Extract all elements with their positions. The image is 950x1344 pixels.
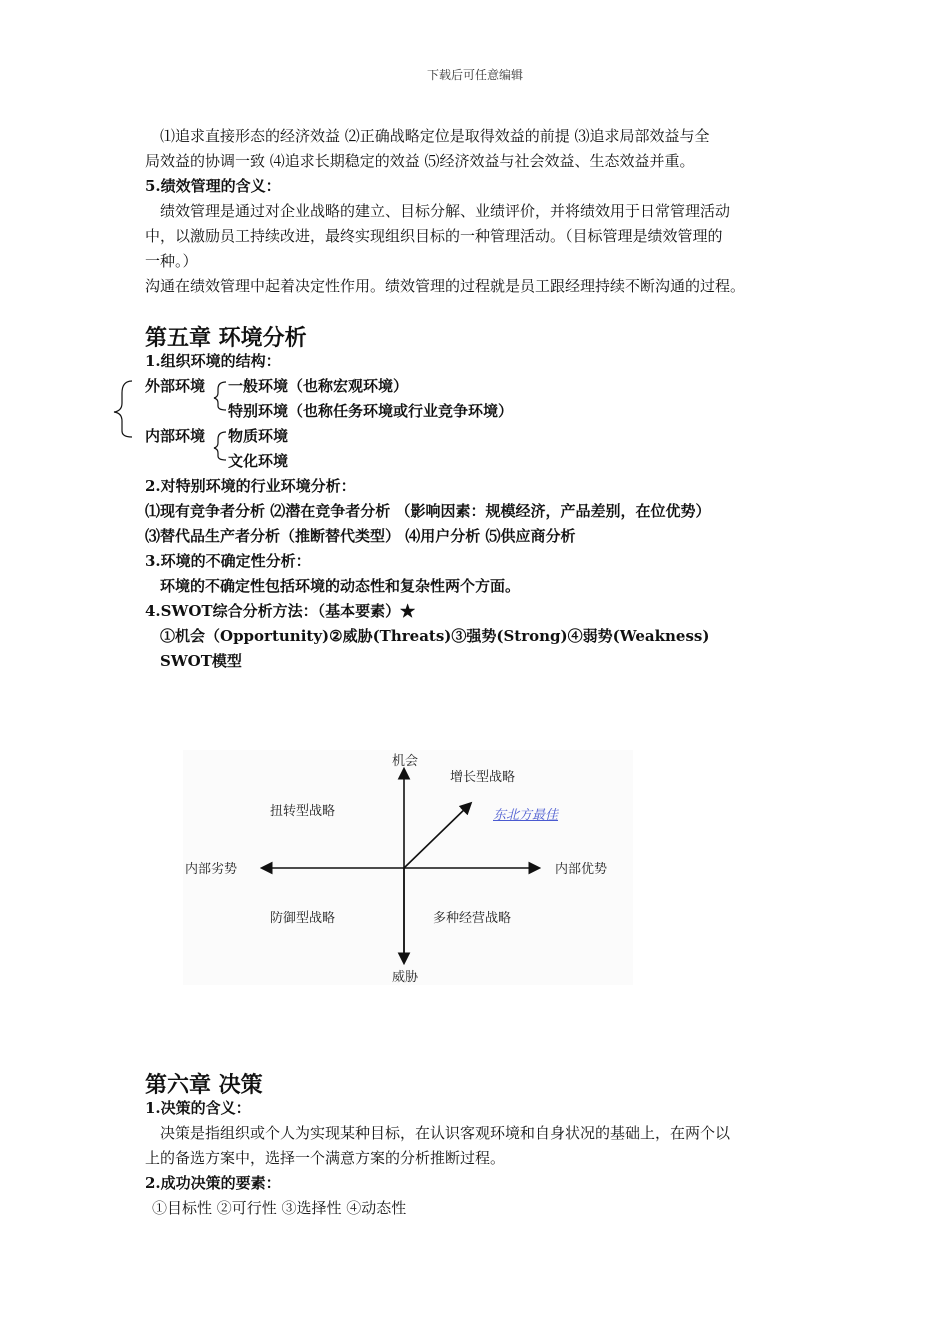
swot-elements: ①机会（Opportunity)②威胁(Threats)③强势(Strong)④弱势(Weakness) bbox=[160, 627, 710, 645]
northeast-arrow bbox=[404, 804, 470, 868]
ch6-section-1: 1.决策的含义： bbox=[145, 1099, 251, 1117]
quadrant-diversification: 多种经营战略 bbox=[433, 911, 512, 926]
ch5-section-1: 1.组织环境的结构： bbox=[145, 352, 281, 370]
perf-heading: 5.绩效管理的含义： bbox=[145, 177, 281, 195]
perf-para-1: 绩效管理是通过对企业战略的建立、目标分解、业绩评价，并将绩效用于日常管理活动 bbox=[160, 202, 731, 220]
ch5-section-3: 3.环境的不确定性分析： bbox=[145, 552, 311, 570]
ch6-section-2: 2.成功决策的要素： bbox=[145, 1174, 281, 1192]
perf-para-2: 中，以激励员工持续改进，最终实现组织目标的一种管理活动。（目标管理是绩效管理的 bbox=[145, 227, 723, 245]
general-environment: 一般环境（也称宏观环境） bbox=[228, 377, 409, 395]
intro-line-1: ⑴追求直接形态的经济效益 ⑵正确战略定位是取得效益的前提 ⑶追求局部效益与全 bbox=[160, 127, 710, 145]
ch5-section-3-text: 环境的不确定性包括环境的动态性和复杂性两个方面。 bbox=[160, 577, 521, 595]
quadrant-defensive: 防御型战略 bbox=[270, 911, 336, 926]
specific-environment: 特别环境（也称任务环境或行业竞争环境） bbox=[228, 402, 514, 420]
quadrant-turnaround: 扭转型战略 bbox=[270, 804, 336, 819]
swot-label-threats: 威胁 bbox=[392, 970, 419, 985]
perf-para-4: 沟通在绩效管理中起着决定性作用。绩效管理的过程就是员工跟经理持续不断沟通的过程。 bbox=[145, 277, 746, 295]
ch5-section-4: 4.SWOT综合分析方法：（基本要素）★ bbox=[145, 602, 416, 620]
chapter6-title: 第六章 决策 bbox=[145, 1072, 263, 1098]
ch5-section-2: 2.对特别环境的行业环境分析： bbox=[145, 477, 356, 495]
swot-label-opportunity: 机会 bbox=[392, 754, 419, 769]
chapter5-title: 第五章 环境分析 bbox=[145, 325, 307, 351]
swot-diagram bbox=[183, 750, 633, 985]
quadrant-growth: 增长型战略 bbox=[450, 770, 516, 785]
ch5-section-2-items-a: ⑴现有竞争者分析 ⑵潜在竞争者分析 （影响因素：规模经济，产品差别，在位优势） bbox=[145, 502, 711, 520]
swot-model-label: SWOT模型 bbox=[160, 652, 242, 670]
ch5-section-2-items-b: ⑶替代品生产者分析（推断替代类型） ⑷用户分析 ⑸供应商分析 bbox=[145, 527, 576, 545]
ch6-section-2-items: ①目标性 ②可行性 ③选择性 ④动态性 bbox=[152, 1199, 407, 1217]
intro-line-2: 局效益的协调一致 ⑷追求长期稳定的效益 ⑸经济效益与社会效益、生态效益并重。 bbox=[145, 152, 695, 170]
perf-para-3: 一种。） bbox=[145, 252, 198, 270]
ch6-para-1: 决策是指组织或个人为实现某种目标，在认识客观环境和自身状况的基础上，在两个以 bbox=[160, 1124, 731, 1142]
swot-label-weakness: 内部劣势 bbox=[185, 862, 238, 877]
page-header: 下载后可任意编辑 bbox=[426, 68, 523, 82]
internal-environment: 内部环境 bbox=[145, 427, 206, 445]
ch6-para-2: 上的备选方案中，选择一个满意方案的分析推断过程。 bbox=[145, 1149, 506, 1167]
culture-environment: 文化环境 bbox=[228, 452, 289, 470]
northeast-best-note: 东北方最佳 bbox=[493, 808, 559, 823]
material-environment: 物质环境 bbox=[228, 427, 289, 445]
external-environment: 外部环境 bbox=[145, 377, 206, 395]
swot-label-strength: 内部优势 bbox=[555, 862, 608, 877]
